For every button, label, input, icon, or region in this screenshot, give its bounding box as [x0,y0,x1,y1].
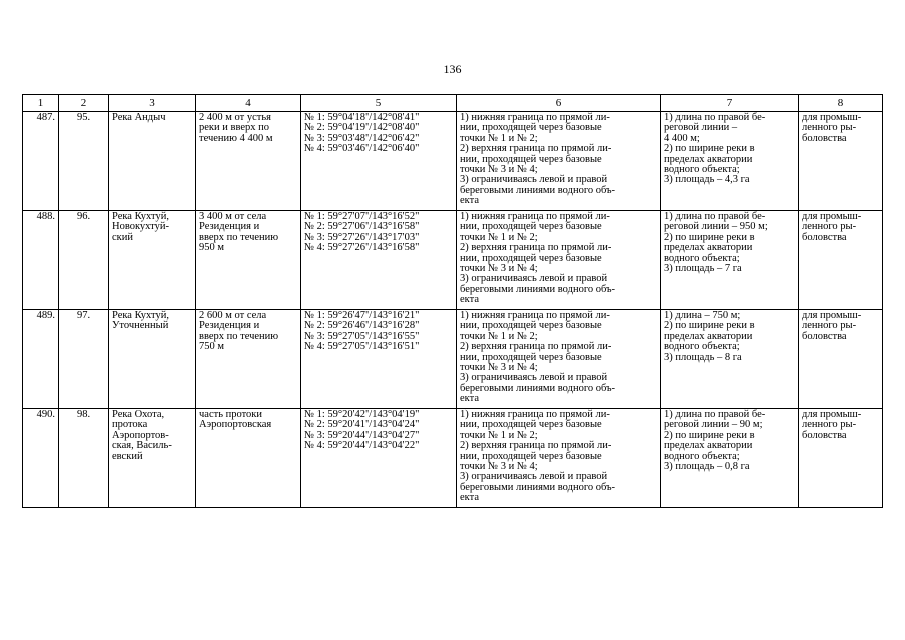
boundaries: 1) нижняя граница по прямой ли- нии, проходящей через базовые точки № 1 и № 2; 2) верхняя граница по прямой ли- нии, проходящей через базовые точки № 3 и № 4; 3) ограничиваясь левой и правой береговыми линиями водного объ- екта [457,409,661,508]
water-body-name: Река Кухтуй, Новокухтуй- ский [109,211,196,310]
water-body-name: Река Кухтуй, Уточненный [109,310,196,409]
purpose: для промыш- ленного ры- боловства [799,211,883,310]
coordinates: № 1: 59°04'18"/142°08'41" № 2: 59°04'19"/142°08'40" № 3: 59°03'48"/142°06'42" № 4: 59°03'46"/142°06'40" [301,112,457,211]
table-row [23,211,883,310]
row-number: 490. [23,409,59,508]
purpose: для промыш- ленного ры- боловства [799,112,883,211]
coordinates: № 1: 59°27'07"/143°16'52" № 2: 59°27'06"/143°16'58" № 3: 59°27'26"/143°17'03" № 4: 59°27'26"/143°16'58" [301,211,457,310]
column-header-6: 6 [457,95,661,112]
purpose: для промыш- ленного ры- боловства [799,310,883,409]
column-header-5: 5 [301,95,457,112]
column-header-7: 7 [661,95,799,112]
dimensions: 1) длина – 750 м; 2) по ширине реки в пределах акватории водного объекта; 3) площадь – 8 га [661,310,799,409]
table-row [23,112,883,211]
section-number: 95. [59,112,109,211]
row-number: 487. [23,112,59,211]
column-header-4: 4 [196,95,301,112]
fishing-areas-table [22,94,883,508]
location-description: 3 400 м от села Резиденция и вверх по течению 950 м [196,211,301,310]
table-row [23,310,883,409]
boundaries: 1) нижняя граница по прямой ли- нии, проходящей через базовые точки № 1 и № 2; 2) верхняя граница по прямой ли- нии, проходящей через базовые точки № 3 и № 4; 3) ограничиваясь левой и правой береговыми линиями водного объ- екта [457,310,661,409]
column-header-8: 8 [799,95,883,112]
header-row [23,95,883,112]
column-header-1: 1 [23,95,59,112]
coordinates: № 1: 59°20'42"/143°04'19" № 2: 59°20'41"/143°04'24" № 3: 59°20'44"/143°04'27" № 4: 59°20'44"/143°04'22" [301,409,457,508]
dimensions: 1) длина по правой бе- реговой линии – 4 400 м; 2) по ширине реки в пределах акватории водного объекта; 3) площадь – 4,3 га [661,112,799,211]
location-description: 2 400 м от устья реки и вверх по течению 4 400 м [196,112,301,211]
table-row [23,409,883,508]
water-body-name: Река Андыч [109,112,196,211]
column-header-3: 3 [109,95,196,112]
section-number: 97. [59,310,109,409]
section-number: 98. [59,409,109,508]
purpose: для промыш- ленного ры- боловства [799,409,883,508]
row-number: 488. [23,211,59,310]
boundaries: 1) нижняя граница по прямой ли- нии, проходящей через базовые точки № 1 и № 2; 2) верхняя граница по прямой ли- нии, проходящей через базовые точки № 3 и № 4; 3) ограничиваясь левой и правой береговыми линиями водного объ- екта [457,211,661,310]
dimensions: 1) длина по правой бе- реговой линии – 90 м; 2) по ширине реки в пределах акватории водного объекта; 3) площадь – 0,8 га [661,409,799,508]
coordinates: № 1: 59°26'47"/143°16'21" № 2: 59°26'46"/143°16'28" № 3: 59°27'05"/143°16'55" № 4: 59°27'05"/143°16'51" [301,310,457,409]
location-description: часть протоки Аэропортовская [196,409,301,508]
page-number: 136 [443,62,462,76]
boundaries: 1) нижняя граница по прямой ли- нии, проходящей через базовые точки № 1 и № 2; 2) верхняя граница по прямой ли- нии, проходящей через базовые точки № 3 и № 4; 3) ограничиваясь левой и правой береговыми линиями водного объ- екта [457,112,661,211]
location-description: 2 600 м от села Резиденция и вверх по течению 750 м [196,310,301,409]
water-body-name: Река Охота, протока Аэропортов- ская, Василь- евский [109,409,196,508]
row-number: 489. [23,310,59,409]
section-number: 96. [59,211,109,310]
column-header-2: 2 [59,95,109,112]
dimensions: 1) длина по правой бе- реговой линии – 950 м; 2) по ширине реки в пределах акватории водного объекта; 3) площадь – 7 га [661,211,799,310]
